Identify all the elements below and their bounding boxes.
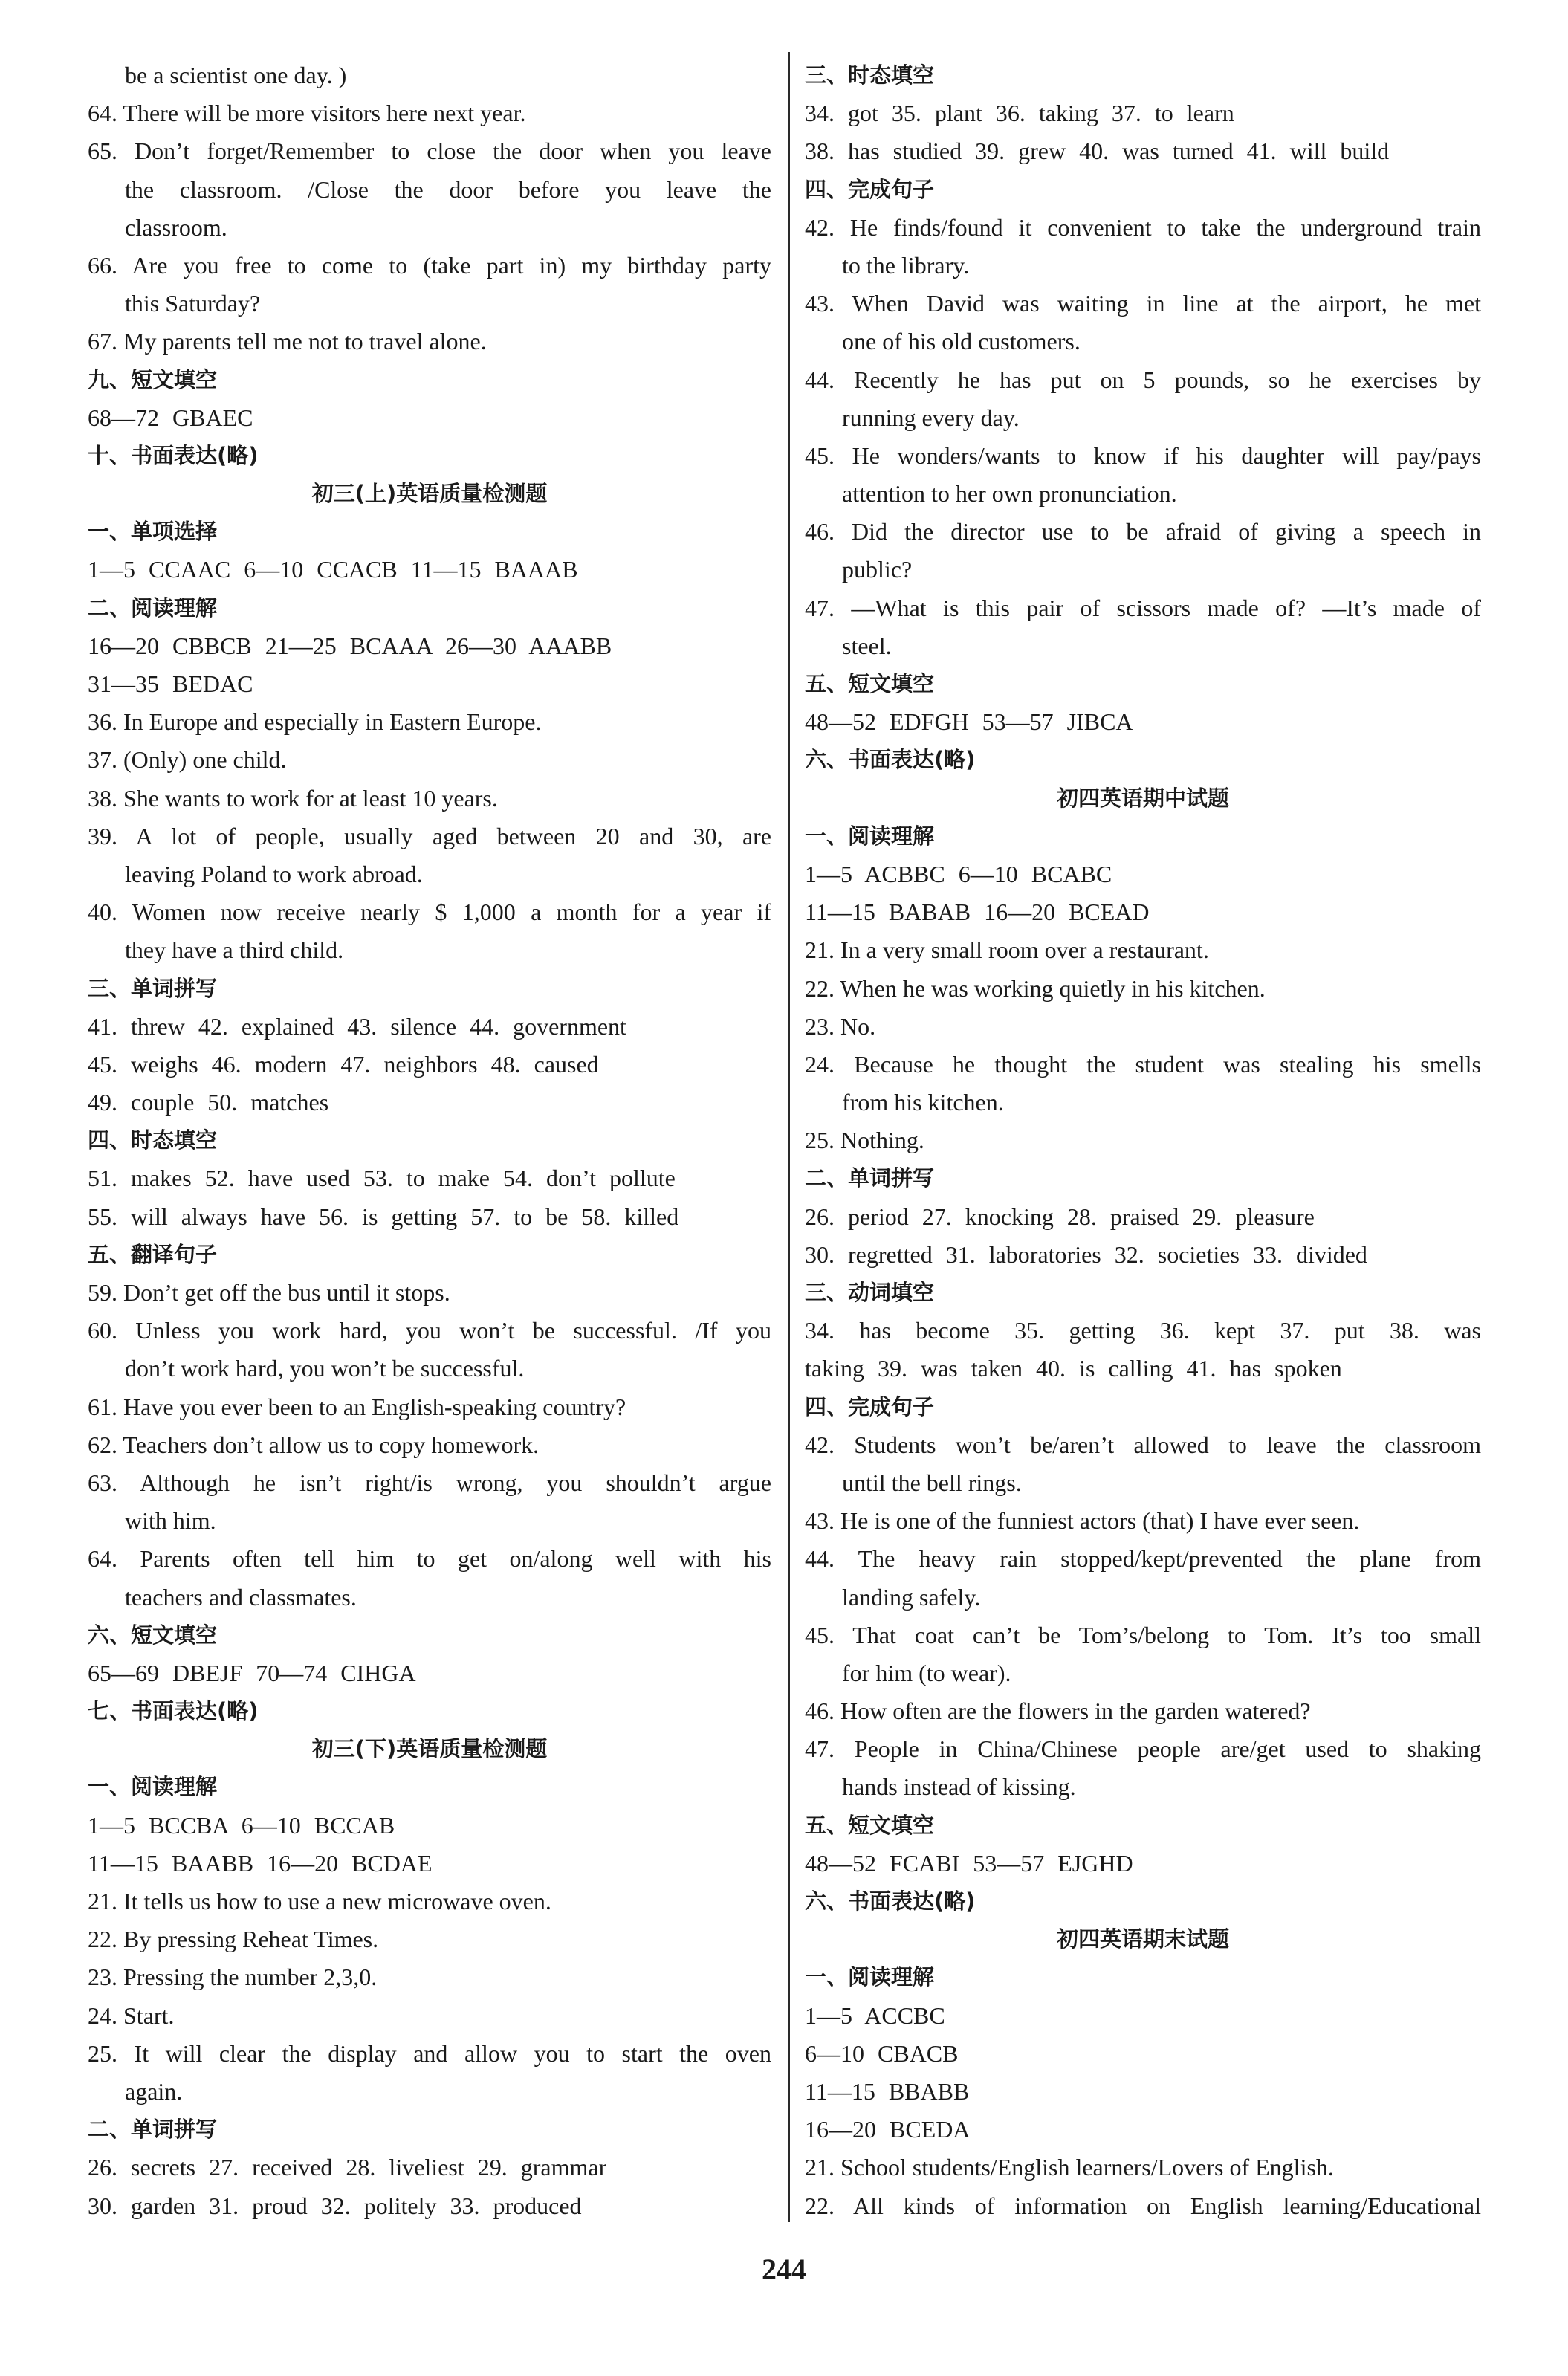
text-line: 44. Recently he has put on 5 pounds, so he exercises by: [805, 366, 1481, 393]
text-line: 23. Pressing the number 2,3,0.: [88, 1964, 378, 1991]
text-line: 45. That coat can’t be Tom’s/belong to Tom. It’s too small: [805, 1621, 1481, 1648]
text-line: 24. Because he thought the student was stealing his smells: [805, 1050, 1481, 1078]
answer-key-line: 65—69 DBEJF 70—74 CIHGA: [88, 1659, 416, 1686]
text-line: 43. When David was waiting in line at the airport, he met: [805, 290, 1481, 317]
answer-key-line: 34. got 35. plant 36. taking 37. to learn: [805, 100, 1234, 127]
section-heading: 三、动词填空: [805, 1280, 935, 1305]
text-line: 66. Are you free to come to (take part in) my birthday party: [88, 251, 771, 279]
text-line: 45. He wonders/wants to know if his daughter will pay/pays: [805, 441, 1481, 469]
text-line: 62. Teachers don’t allow us to copy homework.: [88, 1431, 540, 1458]
text-line: 22. All kinds of information on English learning/Educational: [805, 2192, 1481, 2219]
answer-key-line: 6—10 CBACB: [805, 2039, 959, 2067]
answer-key-line: 48—52 EDFGH 53—57 JIBCA: [805, 708, 1133, 736]
text-line: 37. (Only) one child.: [88, 746, 287, 774]
column-divider: [788, 52, 790, 2222]
section-heading: 二、单词拼写: [88, 2117, 218, 2143]
answer-key-line: 51. makes 52. have used 53. to make 54. don’t pollute: [88, 1165, 676, 1192]
section-heading: 十、书面表达(略): [88, 442, 259, 468]
page-number: 244: [762, 2253, 806, 2286]
text-line: don’t work hard, you won’t be successful.: [125, 1355, 525, 1382]
text-line: 47. People in China/Chinese people are/get used to shaking: [805, 1735, 1481, 1763]
section-heading: 七、书面表达(略): [88, 1698, 259, 1724]
exam-title: 初四英语期中试题: [1056, 785, 1229, 811]
answer-key-line: 16—20 BCEDA: [805, 2116, 971, 2143]
section-heading: 二、单词拼写: [805, 1165, 935, 1191]
text-line: 47. —What is this pair of scissors made of? —It’s made of: [805, 594, 1481, 621]
answer-key-line: 30. garden 31. proud 32. politely 33. produced: [88, 2192, 582, 2219]
text-line: 63. Although he isn’t right/is wrong, you shouldn’t argue: [88, 1469, 771, 1496]
text-line: 40. Women now receive nearly $ 1,000 a month for a year if: [88, 899, 771, 926]
left-column: [88, 56, 771, 2225]
text-line: 42. Students won’t be/aren’t allowed to leave the classroom: [805, 1431, 1481, 1458]
text-line: from his kitchen.: [842, 1089, 1004, 1116]
text-line: teachers and classmates.: [125, 1583, 357, 1611]
answer-key-line: 68—72 GBAEC: [88, 404, 253, 431]
answer-key-line: 11—15 BBABB: [805, 2077, 970, 2105]
text-line: running every day.: [842, 404, 1020, 431]
text-line: 25. Nothing.: [805, 1127, 924, 1154]
text-line: 38. She wants to work for at least 10 years.: [88, 784, 498, 812]
text-line: 21. It tells us how to use a new microwave oven.: [88, 1888, 551, 1914]
text-line: 25. It will clear the display and allow you to start the oven: [88, 2039, 771, 2067]
answer-key-line: 38. has studied 39. grew 40. was turned 41. will build: [805, 137, 1390, 165]
text-line: for him (to wear).: [842, 1659, 1011, 1686]
text-line: they have a third child.: [125, 936, 344, 964]
section-heading: 三、时态填空: [805, 62, 935, 88]
answer-key-line: 11—15 BAABB 16—20 BCDAE: [88, 1849, 433, 1877]
text-line: 46. Did the director use to be afraid of giving a speech in: [805, 518, 1481, 546]
text-line: 65. Don’t forget/Remember to close the door when you leave: [88, 137, 771, 165]
section-heading: 五、翻译句子: [88, 1241, 218, 1267]
text-line: 43. He is one of the funniest actors (that) I have ever seen.: [805, 1507, 1360, 1535]
text-line: with him.: [125, 1507, 216, 1535]
text-line: be a scientist one day. ): [125, 62, 347, 88]
text-line: until the bell rings.: [842, 1469, 1022, 1496]
answer-key-line: 26. secrets 27. received 28. liveliest 29. grammar: [88, 2154, 607, 2181]
text-line: public?: [842, 556, 913, 583]
section-heading: 六、短文填空: [88, 1622, 218, 1648]
text-line: 21. In a very small room over a restaurant.: [805, 936, 1209, 964]
text-line: this Saturday?: [125, 290, 261, 317]
section-heading: 五、短文填空: [805, 1812, 935, 1838]
answer-key-line: 11—15 BABAB 16—20 BCEAD: [805, 899, 1150, 926]
text-line: 39. A lot of people, usually aged between 20 and 30, are: [88, 822, 771, 849]
section-heading: 四、时态填空: [88, 1127, 218, 1153]
text-line: 46. How often are the flowers in the garden watered?: [805, 1697, 1311, 1725]
text-line: one of his old customers.: [842, 328, 1081, 355]
right-column: [805, 56, 1481, 2225]
section-heading: 二、阅读理解: [88, 595, 218, 621]
answer-key-line: 1—5 ACCBC: [805, 2001, 945, 2029]
text-line: attention to her own pronunciation.: [842, 480, 1177, 508]
text-line: leaving Poland to work abroad.: [125, 860, 423, 887]
answer-key-line: 1—5 CCAAC 6—10 CCACB 11—15 BAAAB: [88, 556, 578, 583]
text-line: 36. In Europe and especially in Eastern Europe.: [88, 708, 542, 736]
section-heading: 六、书面表达(略): [805, 747, 976, 773]
exam-title: 初三(下)英语质量检测题: [311, 1736, 548, 1762]
text-line: 61. Have you ever been to an English-speaking country?: [88, 1393, 626, 1420]
text-line: again.: [125, 2077, 183, 2105]
answer-key-line: 34. has become 35. getting 36. kept 37. put 38. was: [805, 1317, 1481, 1344]
exam-title: 初三(上)英语质量检测题: [311, 481, 548, 507]
text-line: 22. When he was working quietly in his kitchen.: [805, 974, 1266, 1002]
section-heading: 四、完成句子: [805, 176, 935, 202]
answer-key-line: 49. couple 50. matches: [88, 1089, 329, 1116]
answer-key-line: 1—5 BCCBA 6—10 BCCAB: [88, 1811, 395, 1839]
answer-key-line: 30. regretted 31. laboratories 32. societies 33. divided: [805, 1240, 1367, 1268]
answer-key-line: 48—52 FCABI 53—57 EJGHD: [805, 1849, 1133, 1877]
text-line: landing safely.: [842, 1583, 981, 1611]
text-line: 21. School students/English learners/Lovers of English.: [805, 2154, 1334, 2181]
text-line: 64. Parents often tell him to get on/along well with his: [88, 1545, 771, 1573]
text-line: hands instead of kissing.: [842, 1773, 1076, 1801]
text-line: the classroom. /Close the door before you leave the: [125, 175, 771, 203]
text-line: classroom.: [125, 213, 227, 241]
section-heading: 一、单项选择: [88, 519, 218, 545]
text-line: to the library.: [842, 251, 970, 279]
section-heading: 五、短文填空: [805, 671, 935, 696]
text-line: 60. Unless you work hard, you won’t be successful. /If you: [88, 1317, 771, 1344]
text-line: 67. My parents tell me not to travel alone.: [88, 328, 487, 355]
section-heading: 一、阅读理解: [805, 823, 935, 849]
section-heading: 一、阅读理解: [805, 1964, 935, 1990]
answer-key-line: 31—35 BEDAC: [88, 670, 253, 697]
section-heading: 四、完成句子: [805, 1393, 935, 1420]
text-line: 22. By pressing Reheat Times.: [88, 1926, 379, 1953]
answer-key-line: 16—20 CBBCB 21—25 BCAAA 26—30 AAABB: [88, 632, 612, 659]
section-heading: 六、书面表达(略): [805, 1888, 976, 1914]
text-line: 64. There will be more visitors here next year.: [88, 100, 526, 127]
text-line: 23. No.: [805, 1012, 876, 1040]
section-heading: 三、单词拼写: [88, 975, 218, 1001]
answer-key-line: 45. weighs 46. modern 47. neighbors 48. caused: [88, 1050, 599, 1078]
text-line: 59. Don’t get off the bus until it stops.: [88, 1279, 450, 1306]
text-line: steel.: [842, 632, 892, 659]
text-line: 44. The heavy rain stopped/kept/prevented the plane from: [805, 1545, 1481, 1573]
answer-key-line: 1—5 ACBBC 6—10 BCABC: [805, 860, 1112, 887]
answer-key-line: 26. period 27. knocking 28. praised 29. pleasure: [805, 1202, 1315, 1230]
text-line: 42. He finds/found it convenient to take the underground train: [805, 213, 1481, 241]
answer-key-line: 55. will always have 56. is getting 57. to be 58. killed: [88, 1202, 679, 1230]
answer-key-line: taking 39. was taken 40. is calling 41. has spoken: [805, 1355, 1342, 1382]
section-heading: 九、短文填空: [88, 366, 218, 392]
exam-title: 初四英语期末试题: [1056, 1926, 1229, 1952]
answer-key-line: 41. threw 42. explained 43. silence 44. government: [88, 1012, 626, 1040]
text-line: 24. Start.: [88, 2001, 175, 2029]
section-heading: 一、阅读理解: [88, 1774, 218, 1800]
